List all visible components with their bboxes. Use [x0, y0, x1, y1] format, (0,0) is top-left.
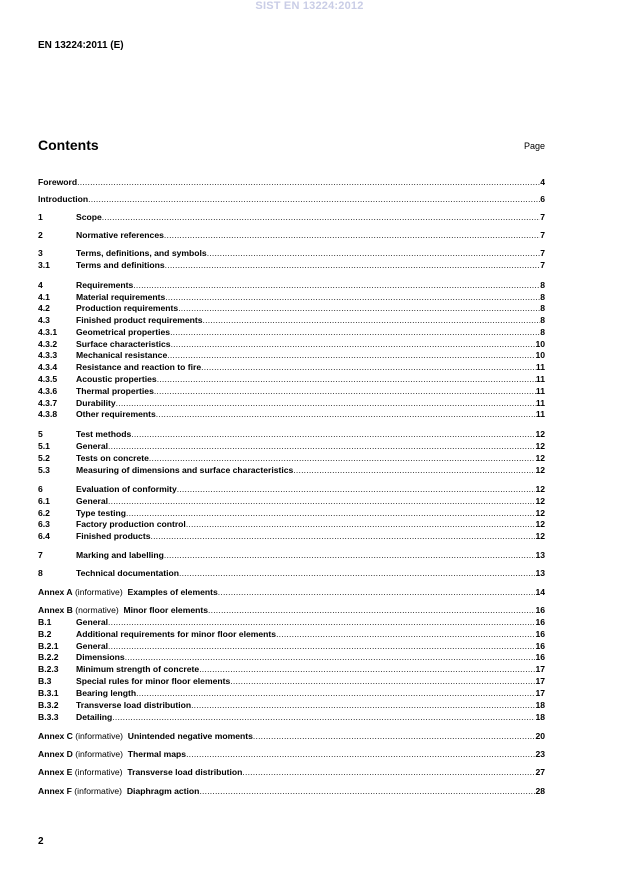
- toc-entry-title: Detailing: [76, 712, 113, 722]
- toc-entry[interactable]: [38, 260, 545, 271]
- toc-entry-page: 18: [535, 700, 545, 710]
- toc-entry-heading: [76, 386, 154, 397]
- toc-entry-page: 8: [540, 315, 545, 325]
- toc-entry-number: B.2.1: [38, 641, 59, 651]
- toc-entry[interactable]: [38, 712, 545, 723]
- toc-entry-heading: [76, 712, 112, 723]
- toc-entry[interactable]: [38, 664, 545, 675]
- toc-entry-number: 3.1: [38, 260, 50, 270]
- toc-entry-page: 20: [535, 731, 545, 741]
- toc-entry[interactable]: [38, 519, 545, 530]
- toc-entry-heading: [76, 374, 157, 385]
- toc-entry-page: 23: [535, 749, 545, 759]
- toc-entry[interactable]: [38, 617, 545, 628]
- toc-entry[interactable]: [38, 362, 545, 373]
- toc-entry[interactable]: [38, 641, 545, 652]
- toc-entry-page: 11: [535, 362, 545, 372]
- page-number: 2: [38, 836, 44, 847]
- toc-dot-leader: [133, 280, 540, 291]
- page-column-label: Page: [523, 141, 545, 151]
- toc-entry-number: 4.2: [38, 303, 50, 313]
- toc-entry-number: 4.3.5: [38, 374, 58, 384]
- toc-entry[interactable]: [38, 280, 545, 291]
- toc-entry-title: Scope: [76, 212, 102, 222]
- toc-entry-heading: [38, 177, 77, 188]
- toc-entry-title: Normative references: [76, 230, 164, 240]
- toc-dot-leader: [170, 327, 540, 338]
- toc-entry-heading: [76, 453, 149, 464]
- toc-entry[interactable]: [38, 386, 545, 397]
- toc-entry-page: 28: [535, 786, 545, 796]
- toc-dot-leader: [165, 260, 541, 271]
- toc-entry-page: 7: [540, 248, 545, 258]
- toc-entry[interactable]: [38, 652, 545, 663]
- toc-entry[interactable]: [38, 374, 545, 385]
- toc-entry-heading: [76, 280, 133, 291]
- toc-entry[interactable]: [38, 303, 545, 314]
- toc-dot-leader: [230, 676, 535, 687]
- toc-entry-page: 12: [535, 519, 545, 529]
- toc-entry-page: 16: [535, 605, 545, 615]
- watermark: SIST EN 13224:2012: [255, 0, 364, 12]
- toc-entry-number: 5: [38, 429, 43, 439]
- toc-entry-title: Additional requirements for minor floor elements: [76, 629, 277, 639]
- toc-entry-number: 8: [38, 568, 43, 578]
- toc-entry-heading: [76, 409, 156, 420]
- toc-entry[interactable]: [38, 441, 545, 452]
- toc-entry-number: B.3.2: [38, 700, 59, 710]
- toc-entry-title: Resistance and reaction to fire: [76, 362, 202, 372]
- toc-entry-page: 16: [535, 617, 545, 627]
- toc-dot-leader: [131, 429, 535, 440]
- toc-entry[interactable]: [38, 409, 545, 420]
- toc-entry-title: General: [76, 617, 109, 627]
- toc-entry-number: 7: [38, 550, 43, 560]
- toc-dot-leader: [116, 398, 536, 409]
- toc-entry-number: 4.3.1: [38, 327, 58, 337]
- toc-dot-leader: [165, 292, 540, 303]
- toc-entry-title: Production requirements: [76, 303, 179, 313]
- toc-entry[interactable]: [38, 531, 545, 542]
- toc-entry-number: 4.1: [38, 292, 50, 302]
- toc-dot-leader: [199, 664, 535, 675]
- toc-entry-title: Type testing: [76, 508, 126, 518]
- toc-entry[interactable]: [38, 248, 545, 259]
- toc-entry[interactable]: [38, 327, 545, 338]
- toc-entry-title: Acoustic properties: [76, 374, 157, 384]
- toc-entry-heading: [76, 519, 186, 530]
- toc-entry-title: Factory production control: [76, 519, 186, 529]
- toc-dot-leader: [186, 519, 536, 530]
- toc-dot-leader: [157, 374, 536, 385]
- toc-dot-leader: [253, 731, 536, 742]
- toc-entry-number: 4.3.8: [38, 409, 58, 419]
- toc-entry-annex-label: Annex E: [38, 767, 73, 777]
- toc-entry-page: 17: [535, 676, 545, 686]
- toc-entry[interactable]: [38, 453, 545, 464]
- toc-entry-heading: [38, 767, 242, 778]
- toc-entry-page: 10: [535, 339, 545, 349]
- toc-entry-title: Unintended negative moments: [127, 731, 253, 741]
- toc-entry-title: Requirements: [76, 280, 134, 290]
- toc-entry-heading: [76, 550, 164, 561]
- toc-entry-number: 4.3.4: [38, 362, 58, 372]
- toc-entry-title: Minor floor elements: [123, 605, 209, 615]
- toc-entry-heading: [76, 465, 293, 476]
- toc-entry-heading: [76, 508, 126, 519]
- toc-entry-title: Technical documentation: [76, 568, 179, 578]
- toc-entry-number: 1: [38, 212, 43, 222]
- toc-entry-page: 12: [535, 453, 545, 463]
- toc-entry-number: 2: [38, 230, 43, 240]
- toc-entry-title: Geometrical properties: [76, 327, 171, 337]
- toc-dot-leader: [102, 212, 540, 223]
- contents-title: Contents: [38, 137, 99, 153]
- toc-entry-page: 11: [535, 409, 545, 419]
- toc-entry-title: Mechanical resistance: [76, 350, 168, 360]
- toc-entry-annex-type: (informative): [74, 786, 123, 796]
- toc-entry-title: Finished products: [76, 531, 151, 541]
- toc-entry-heading: [38, 749, 186, 760]
- toc-entry-page: 7: [540, 230, 545, 240]
- toc-entry-page: 7: [540, 260, 545, 270]
- toc-dot-leader: [156, 409, 536, 420]
- toc-entry[interactable]: [38, 350, 545, 361]
- toc-entry-heading: [76, 212, 102, 223]
- toc-dot-leader: [199, 786, 535, 797]
- toc-entry-heading: [76, 350, 167, 361]
- toc-dot-leader: [108, 641, 535, 652]
- toc-entry-title: Terms, definitions, and symbols: [76, 248, 207, 258]
- toc-entry-page: 12: [535, 508, 545, 518]
- toc-entry-number: 6.3: [38, 519, 50, 529]
- toc-dot-leader: [293, 465, 535, 476]
- toc-entry-number: 4.3.2: [38, 339, 58, 349]
- toc-entry-title: Transverse load distribution: [76, 700, 192, 710]
- toc-entry-annex-label: Annex D: [38, 749, 73, 759]
- toc-entry-heading: [76, 248, 207, 259]
- toc-entry-page: 8: [540, 280, 545, 290]
- toc-entry-page: 8: [540, 327, 545, 337]
- toc-entry-heading: [38, 587, 218, 598]
- toc-entry-title: Tests on concrete: [76, 453, 149, 463]
- toc-dot-leader: [108, 617, 535, 628]
- toc-entry-title: Thermal maps: [127, 749, 187, 759]
- toc-entry-heading: [76, 260, 165, 271]
- toc-entry[interactable]: [38, 465, 545, 476]
- toc-dot-leader: [108, 441, 535, 452]
- toc-entry[interactable]: [38, 587, 545, 598]
- toc-dot-leader: [171, 339, 536, 350]
- toc-entry[interactable]: [38, 177, 545, 188]
- toc-entry-heading: [76, 617, 108, 628]
- toc-entry-heading: [76, 230, 164, 241]
- toc-entry-page: 12: [535, 429, 545, 439]
- toc-entry-heading: [76, 496, 108, 507]
- toc-entry-number: 6: [38, 484, 43, 494]
- toc-dot-leader: [208, 605, 535, 616]
- toc-entry-page: 14: [535, 587, 545, 597]
- toc-entry-page: 11: [535, 398, 545, 408]
- toc-entry[interactable]: [38, 767, 545, 778]
- toc-dot-leader: [164, 550, 536, 561]
- toc-entry-number: B.2.3: [38, 664, 59, 674]
- toc-entry-annex-label: Annex A: [38, 587, 73, 597]
- toc-entry-heading: [76, 292, 165, 303]
- toc-dot-leader: [207, 248, 541, 259]
- toc-dot-leader: [167, 350, 535, 361]
- toc-entry[interactable]: [38, 508, 545, 519]
- toc-entry-title: Terms and definitions: [76, 260, 165, 270]
- toc-entry-page: 8: [540, 292, 545, 302]
- toc-entry-number: 3: [38, 248, 43, 258]
- toc-entry[interactable]: [38, 194, 545, 205]
- toc-entry-heading: [76, 676, 230, 687]
- toc-dot-leader: [218, 587, 536, 598]
- toc-dot-leader: [201, 362, 536, 373]
- toc-entry-title: Finished product requirements: [76, 315, 203, 325]
- toc-entry-heading: [76, 303, 178, 314]
- toc-entry-number: 4.3: [38, 315, 50, 325]
- toc-entry-annex-label: Annex C: [38, 731, 73, 741]
- toc-entry-heading: [76, 362, 201, 373]
- toc-entry-page: 17: [535, 664, 545, 674]
- toc-entry[interactable]: [38, 429, 545, 440]
- toc-dot-leader: [186, 749, 535, 760]
- toc-entry-number: B.2.2: [38, 652, 59, 662]
- toc-entry-number: B.1: [38, 617, 52, 627]
- toc-entry-page: 13: [535, 568, 545, 578]
- toc-entry-title: Transverse load distribution: [127, 767, 243, 777]
- toc-entry-heading: [76, 441, 108, 452]
- toc-dot-leader: [177, 484, 536, 495]
- toc-entry[interactable]: [38, 688, 545, 699]
- toc-dot-leader: [178, 303, 540, 314]
- toc-entry-heading: [76, 652, 125, 663]
- toc-dot-leader: [242, 767, 535, 778]
- toc-entry-heading: [76, 339, 171, 350]
- toc-entry-number: 6.2: [38, 508, 50, 518]
- toc-entry-title: Surface characteristics: [76, 339, 171, 349]
- toc-entry-title: General: [76, 641, 109, 651]
- toc-entry-page: 12: [535, 531, 545, 541]
- toc-entry-title: Thermal properties: [76, 386, 154, 396]
- toc-entry-heading: [38, 731, 253, 742]
- toc-entry-title: Durability: [76, 398, 116, 408]
- toc-entry[interactable]: [38, 212, 545, 223]
- toc-dot-leader: [150, 531, 535, 542]
- toc-dot-leader: [191, 700, 535, 711]
- toc-entry-heading: [76, 429, 131, 440]
- toc-entry-number: 5.1: [38, 441, 50, 451]
- toc-entry-heading: [38, 194, 88, 205]
- toc-entry[interactable]: [38, 731, 545, 742]
- toc-entry-page: 12: [535, 484, 545, 494]
- toc-entry[interactable]: [38, 398, 545, 409]
- toc-entry-number: 4.3.3: [38, 350, 58, 360]
- toc-entry[interactable]: [38, 292, 545, 303]
- toc-dot-leader: [125, 652, 536, 663]
- toc-entry[interactable]: [38, 230, 545, 241]
- toc-entry-annex-label: Annex F: [38, 786, 72, 796]
- toc-entry-annex-type: (normative): [75, 605, 119, 615]
- toc-entry-page: 8: [540, 303, 545, 313]
- toc-entry-heading: [76, 700, 191, 711]
- toc-dot-leader: [112, 712, 535, 723]
- toc-entry[interactable]: [38, 568, 545, 579]
- toc-entry-page: 12: [535, 441, 545, 451]
- toc-entry-page: 13: [535, 550, 545, 560]
- toc-dot-leader: [136, 688, 535, 699]
- toc-entry-number: 5.2: [38, 453, 50, 463]
- toc-entry-title: Special rules for minor floor elements: [76, 676, 231, 686]
- toc-entry-number: B.3: [38, 676, 52, 686]
- toc-entry-title: Material requirements: [76, 292, 166, 302]
- toc-entry-heading: [76, 688, 136, 699]
- toc-entry-page: 10: [535, 350, 545, 360]
- toc-entry-number: 6.1: [38, 496, 50, 506]
- toc-entry[interactable]: [38, 629, 545, 640]
- toc-entry-page: 6: [540, 194, 545, 204]
- toc-dot-leader: [276, 629, 535, 640]
- toc-entry-page: 4: [540, 177, 545, 187]
- toc-entry-page: 16: [535, 629, 545, 639]
- toc-entry-annex-label: Annex B: [38, 605, 73, 615]
- toc-entry-annex-type: (informative): [74, 587, 123, 597]
- toc-entry-page: 17: [535, 688, 545, 698]
- toc-entry-number: B.2: [38, 629, 52, 639]
- toc-dot-leader: [108, 496, 535, 507]
- toc-entry-heading: [76, 568, 179, 579]
- toc-entry-title: Examples of elements: [127, 587, 218, 597]
- toc-entry-number: 6.4: [38, 531, 50, 541]
- toc-entry-heading: [76, 327, 170, 338]
- toc-entry-heading: [76, 531, 150, 542]
- toc-entry-page: 27: [535, 767, 545, 777]
- toc-entry-page: 18: [535, 712, 545, 722]
- toc-entry-page: 11: [535, 386, 545, 396]
- toc-entry[interactable]: [38, 484, 545, 495]
- toc-entry-heading: [76, 484, 177, 495]
- toc-dot-leader: [149, 453, 536, 464]
- toc-entry-page: 12: [535, 465, 545, 475]
- toc-entry-number: 5.3: [38, 465, 50, 475]
- toc-entry-heading: [38, 786, 199, 797]
- toc-entry[interactable]: [38, 786, 545, 797]
- toc-dot-leader: [203, 315, 541, 326]
- toc-entry-number: B.3.1: [38, 688, 59, 698]
- toc-entry-title: Test methods: [76, 429, 132, 439]
- toc-entry-title: Bearing length: [76, 688, 137, 698]
- toc-entry-number: B.3.3: [38, 712, 59, 722]
- toc-entry-number: 4: [38, 280, 43, 290]
- toc-entry-annex-type: (informative): [75, 731, 124, 741]
- toc-entry-number: 4.3.7: [38, 398, 58, 408]
- toc-entry-page: 16: [535, 652, 545, 662]
- toc-entry-annex-type: (informative): [74, 767, 123, 777]
- toc-entry-heading: [76, 315, 203, 326]
- document-id: EN 13224:2011 (E): [38, 40, 124, 51]
- toc-entry-number: 4.3.6: [38, 386, 58, 396]
- toc-entry-title: Evaluation of conformity: [76, 484, 177, 494]
- toc-entry-heading: [76, 641, 108, 652]
- toc-dot-leader: [77, 177, 540, 188]
- toc-entry[interactable]: [38, 676, 545, 687]
- toc-dot-leader: [164, 230, 540, 241]
- toc-entry-title: Measuring of dimensions and surface characteristics: [76, 465, 294, 475]
- toc-dot-leader: [88, 194, 540, 205]
- toc-entry-page: 11: [535, 374, 545, 384]
- toc-entry-title: Dimensions: [76, 652, 125, 662]
- toc-dot-leader: [179, 568, 535, 579]
- toc-entry-title: Other requirements: [76, 409, 156, 419]
- toc-entry[interactable]: [38, 339, 545, 350]
- toc-entry-annex-type: (informative): [75, 749, 124, 759]
- toc-entry-heading: [76, 629, 276, 640]
- toc-dot-leader: [126, 508, 535, 519]
- toc-entry-title: Diaphragm action: [126, 786, 200, 796]
- toc-entry-page: 7: [540, 212, 545, 222]
- toc-entry-title: General: [76, 496, 109, 506]
- toc-entry[interactable]: [38, 749, 545, 760]
- toc-entry-heading: [76, 664, 199, 675]
- toc-dot-leader: [154, 386, 536, 397]
- toc-entry[interactable]: [38, 315, 545, 326]
- toc-entry-title: General: [76, 441, 109, 451]
- toc-entry-page: 12: [535, 496, 545, 506]
- toc-entry-title: Marking and labelling: [76, 550, 164, 560]
- toc-entry-heading: [38, 605, 208, 616]
- toc-entry[interactable]: [38, 700, 545, 711]
- toc-entry-page: 16: [535, 641, 545, 651]
- toc-entry-title: Minimum strength of concrete: [76, 664, 200, 674]
- toc-entry[interactable]: [38, 496, 545, 507]
- toc-entry[interactable]: [38, 550, 545, 561]
- toc-entry-title: Introduction: [38, 194, 89, 204]
- toc-entry[interactable]: [38, 605, 545, 616]
- toc-entry-heading: [76, 398, 116, 409]
- toc-entry-title: Foreword: [38, 177, 78, 187]
